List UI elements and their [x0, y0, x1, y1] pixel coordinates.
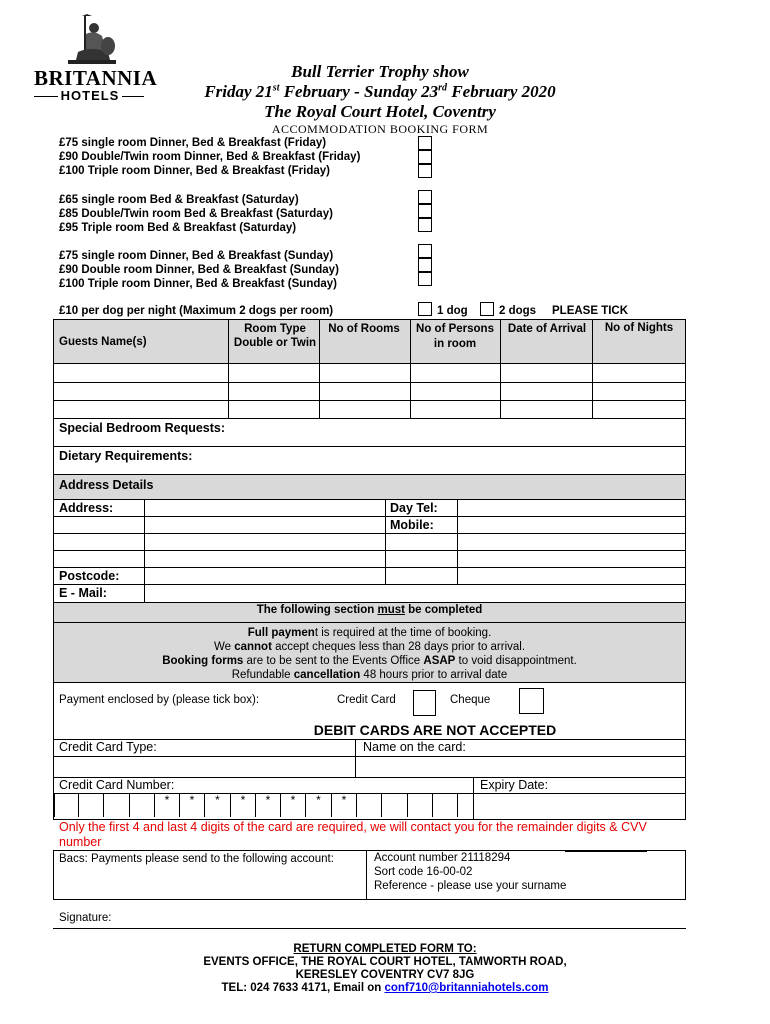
contact-tel: TEL: 024 7633 4171, Email on — [221, 982, 385, 994]
day-tel-field[interactable] — [458, 500, 684, 516]
col-room-type: Room Type Double or Twin — [233, 323, 317, 349]
notice-l4-a: Refundable — [231, 669, 294, 681]
guest-row-3[interactable] — [54, 401, 685, 418]
card-digit-2[interactable] — [78, 793, 103, 817]
cheque-label: Cheque — [450, 694, 491, 706]
expiry-label: Expiry Date: — [480, 778, 549, 792]
signature-field[interactable] — [130, 905, 680, 927]
dates-suffix: February 2020 — [447, 82, 556, 101]
notice-line-4 — [54, 668, 685, 682]
rate-fri-2: £90 Double/Twin room Dinner, Bed & Breakfast (Friday) — [59, 151, 361, 163]
rate-sat-3: £95 Triple room Bed & Breakfast (Saturday) — [59, 222, 297, 234]
card-digit-15[interactable] — [407, 793, 432, 817]
row-line — [54, 446, 685, 447]
event-dates — [160, 82, 600, 102]
checkbox-sat-triple[interactable] — [418, 218, 432, 232]
card-digit-mask-12: * — [331, 793, 356, 817]
dietary-field[interactable] — [214, 448, 680, 473]
notice-line-3 — [54, 654, 685, 668]
card-type-field[interactable] — [55, 757, 354, 776]
dog-option-1: 1 dog — [437, 305, 468, 317]
logo-rule-left — [34, 96, 58, 97]
special-requests-field[interactable] — [250, 420, 680, 446]
guest-row-2[interactable] — [54, 383, 685, 400]
notice-l3-bold: Booking forms — [162, 655, 244, 667]
email-field[interactable] — [145, 585, 684, 602]
venue: The Royal Court Hotel, Coventry — [264, 102, 496, 121]
return-title: RETURN COMPLETED FORM TO: — [293, 943, 477, 955]
postcode-label: Postcode: — [59, 569, 120, 583]
decorative-rule — [565, 851, 647, 852]
notice-l2-bold: cannot — [234, 641, 272, 653]
card-digit-mask-7: * — [204, 793, 230, 817]
dates-sup1: st — [272, 82, 280, 94]
email-label: E - Mail: — [59, 586, 107, 600]
mobile-label: Mobile: — [390, 518, 434, 532]
must-complete — [54, 604, 685, 616]
card-digit-mask-9: * — [255, 793, 280, 817]
card-digit-mask-6: * — [179, 793, 204, 817]
credit-card-checkbox[interactable] — [413, 690, 436, 716]
card-digit-16[interactable] — [432, 793, 457, 817]
logo-rule-right — [122, 96, 144, 97]
must-word: must — [377, 604, 405, 616]
col-guests: Guests Name(s) — [59, 336, 147, 348]
address-details-label: Address Details — [59, 478, 154, 492]
checkbox-2-dogs[interactable] — [480, 302, 494, 316]
card-digit-mask-8: * — [230, 793, 255, 817]
bacs-label: Bacs: Payments please send to the following account: — [59, 853, 334, 865]
card-type-label: Credit Card Type: — [59, 740, 157, 754]
logo-sub: HOTELS — [60, 88, 120, 103]
credit-card-label: Credit Card — [337, 694, 396, 706]
signature-label: Signature: — [59, 912, 112, 924]
card-digit-4[interactable] — [129, 793, 154, 817]
col-line — [385, 499, 386, 584]
notice-line-1 — [54, 626, 685, 640]
checkbox-sat-double[interactable] — [418, 204, 432, 218]
checkbox-sun-triple[interactable] — [418, 272, 432, 286]
col-arrival: Date of Arrival — [507, 323, 587, 335]
name-on-card-field[interactable] — [356, 757, 684, 776]
form-name: ACCOMMODATION BOOKING FORM — [271, 122, 489, 136]
notice-l4-bold: cancellation — [293, 669, 361, 681]
notice-l3-asap: ASAP — [423, 655, 456, 667]
card-digits-warning: Only the first 4 and last 4 digits of the card are required, we will contact you for the remainder digits & CVV number — [59, 820, 647, 849]
card-digit-mask-10: * — [280, 793, 305, 817]
card-digit-14[interactable] — [381, 793, 407, 817]
notice-line-2 — [54, 640, 685, 654]
checkbox-sun-single[interactable] — [418, 244, 432, 258]
dates-sup2: rd — [438, 82, 448, 94]
notice-l1-bold: Full paymen — [247, 627, 315, 639]
britannia-figure-icon — [28, 14, 148, 66]
logo-brand: BRITANNIA — [34, 66, 158, 90]
sort-code: Sort code 16-00-02 — [374, 866, 473, 878]
reference: Reference - please use your surname — [374, 880, 567, 892]
notice-l4-c: 48 hours prior to arrival date — [360, 669, 508, 681]
rate-sat-2: £85 Double/Twin room Bed & Breakfast (Saturday) — [59, 208, 333, 220]
col-rooms: No of Rooms — [328, 323, 400, 335]
account-number: Account number 21118294 — [374, 852, 511, 864]
rate-fri-3: £100 Triple room Dinner, Bed & Breakfast (Friday) — [59, 165, 330, 177]
cheque-checkbox[interactable] — [519, 688, 544, 714]
address-label: Address: — [59, 501, 114, 515]
dates-mid: February - Sunday 23 — [279, 82, 439, 101]
dog-rate: £10 per dog per night (Maximum 2 dogs per room) — [59, 305, 334, 317]
notice-l2-rest: accept cheques less than 28 days prior to arrival. — [271, 641, 526, 653]
please-tick: PLEASE TICK — [552, 305, 629, 317]
signature-line — [53, 928, 686, 929]
rate-fri-1: £75 single room Dinner, Bed & Breakfast (Friday) — [59, 137, 327, 149]
notice-l1-rest: t is required at the time of booking. — [314, 627, 492, 639]
special-requests-label: Special Bedroom Requests: — [59, 421, 226, 435]
postcode-field[interactable] — [145, 568, 384, 584]
rate-sun-1: £75 single room Dinner, Bed & Breakfast (Sunday) — [59, 250, 334, 262]
must-pre: The following section — [256, 604, 378, 616]
col-persons: No of Persons in room — [416, 323, 494, 350]
checkbox-sat-single[interactable] — [418, 190, 432, 204]
dates-prefix: Friday 21 — [204, 82, 273, 101]
card-digit-end — [457, 793, 473, 817]
return-address-1: EVENTS OFFICE, THE ROYAL COURT HOTEL, TAMWORTH ROAD, — [203, 956, 567, 968]
dietary-label: Dietary Requirements: — [59, 449, 193, 463]
checkbox-fri-single[interactable] — [418, 136, 432, 150]
rate-sun-2: £90 Double room Dinner, Bed & Breakfast (Sunday) — [59, 264, 339, 276]
card-number-label: Credit Card Number: — [59, 778, 175, 792]
checkbox-1-dog[interactable] — [418, 302, 432, 316]
card-digit-mask-5: * — [154, 793, 179, 817]
return-contact — [85, 982, 685, 994]
guest-row-1[interactable] — [54, 364, 685, 382]
rate-sat-1: £65 single room Bed & Breakfast (Saturday) — [59, 194, 299, 206]
col-line — [366, 850, 367, 900]
notice-l2-a: We — [213, 641, 235, 653]
no-debit-cards: DEBIT CARDS ARE NOT ACCEPTED — [313, 722, 557, 738]
col-nights: No of Nights — [604, 322, 674, 334]
card-digit-1[interactable] — [54, 793, 78, 817]
checkbox-fri-triple[interactable] — [418, 164, 432, 178]
rate-sun-3: £100 Triple room Dinner, Bed & Breakfast (Sunday) — [59, 278, 337, 290]
checkbox-fri-double[interactable] — [418, 150, 432, 164]
card-digit-mask-11: * — [305, 793, 331, 817]
notice-block — [54, 626, 685, 682]
email-link[interactable]: conf710@britanniahotels.com — [384, 982, 549, 994]
payment-enclosed-label: Payment enclosed by (please tick box): — [59, 694, 260, 706]
dog-option-2: 2 dogs — [499, 305, 537, 317]
expiry-field[interactable] — [474, 794, 684, 818]
notice-l3-c: are to be sent to the Events Office — [243, 655, 424, 667]
must-post: be completed — [404, 604, 483, 616]
checkbox-sun-double[interactable] — [418, 258, 432, 272]
card-digit-3[interactable] — [103, 793, 129, 817]
event-title: Bull Terrier Trophy show — [291, 62, 469, 81]
britannia-logo — [28, 14, 158, 104]
notice-l3-e: to void disappointment. — [455, 655, 577, 667]
mobile-field[interactable] — [458, 517, 684, 533]
row-line — [54, 682, 685, 683]
card-digit-13[interactable] — [356, 793, 381, 817]
return-address-2: KERESLEY COVENTRY CV7 8JG — [295, 969, 475, 981]
row-line — [54, 418, 685, 419]
day-tel-label: Day Tel: — [390, 501, 438, 515]
name-on-card-label: Name on the card: — [363, 740, 466, 754]
